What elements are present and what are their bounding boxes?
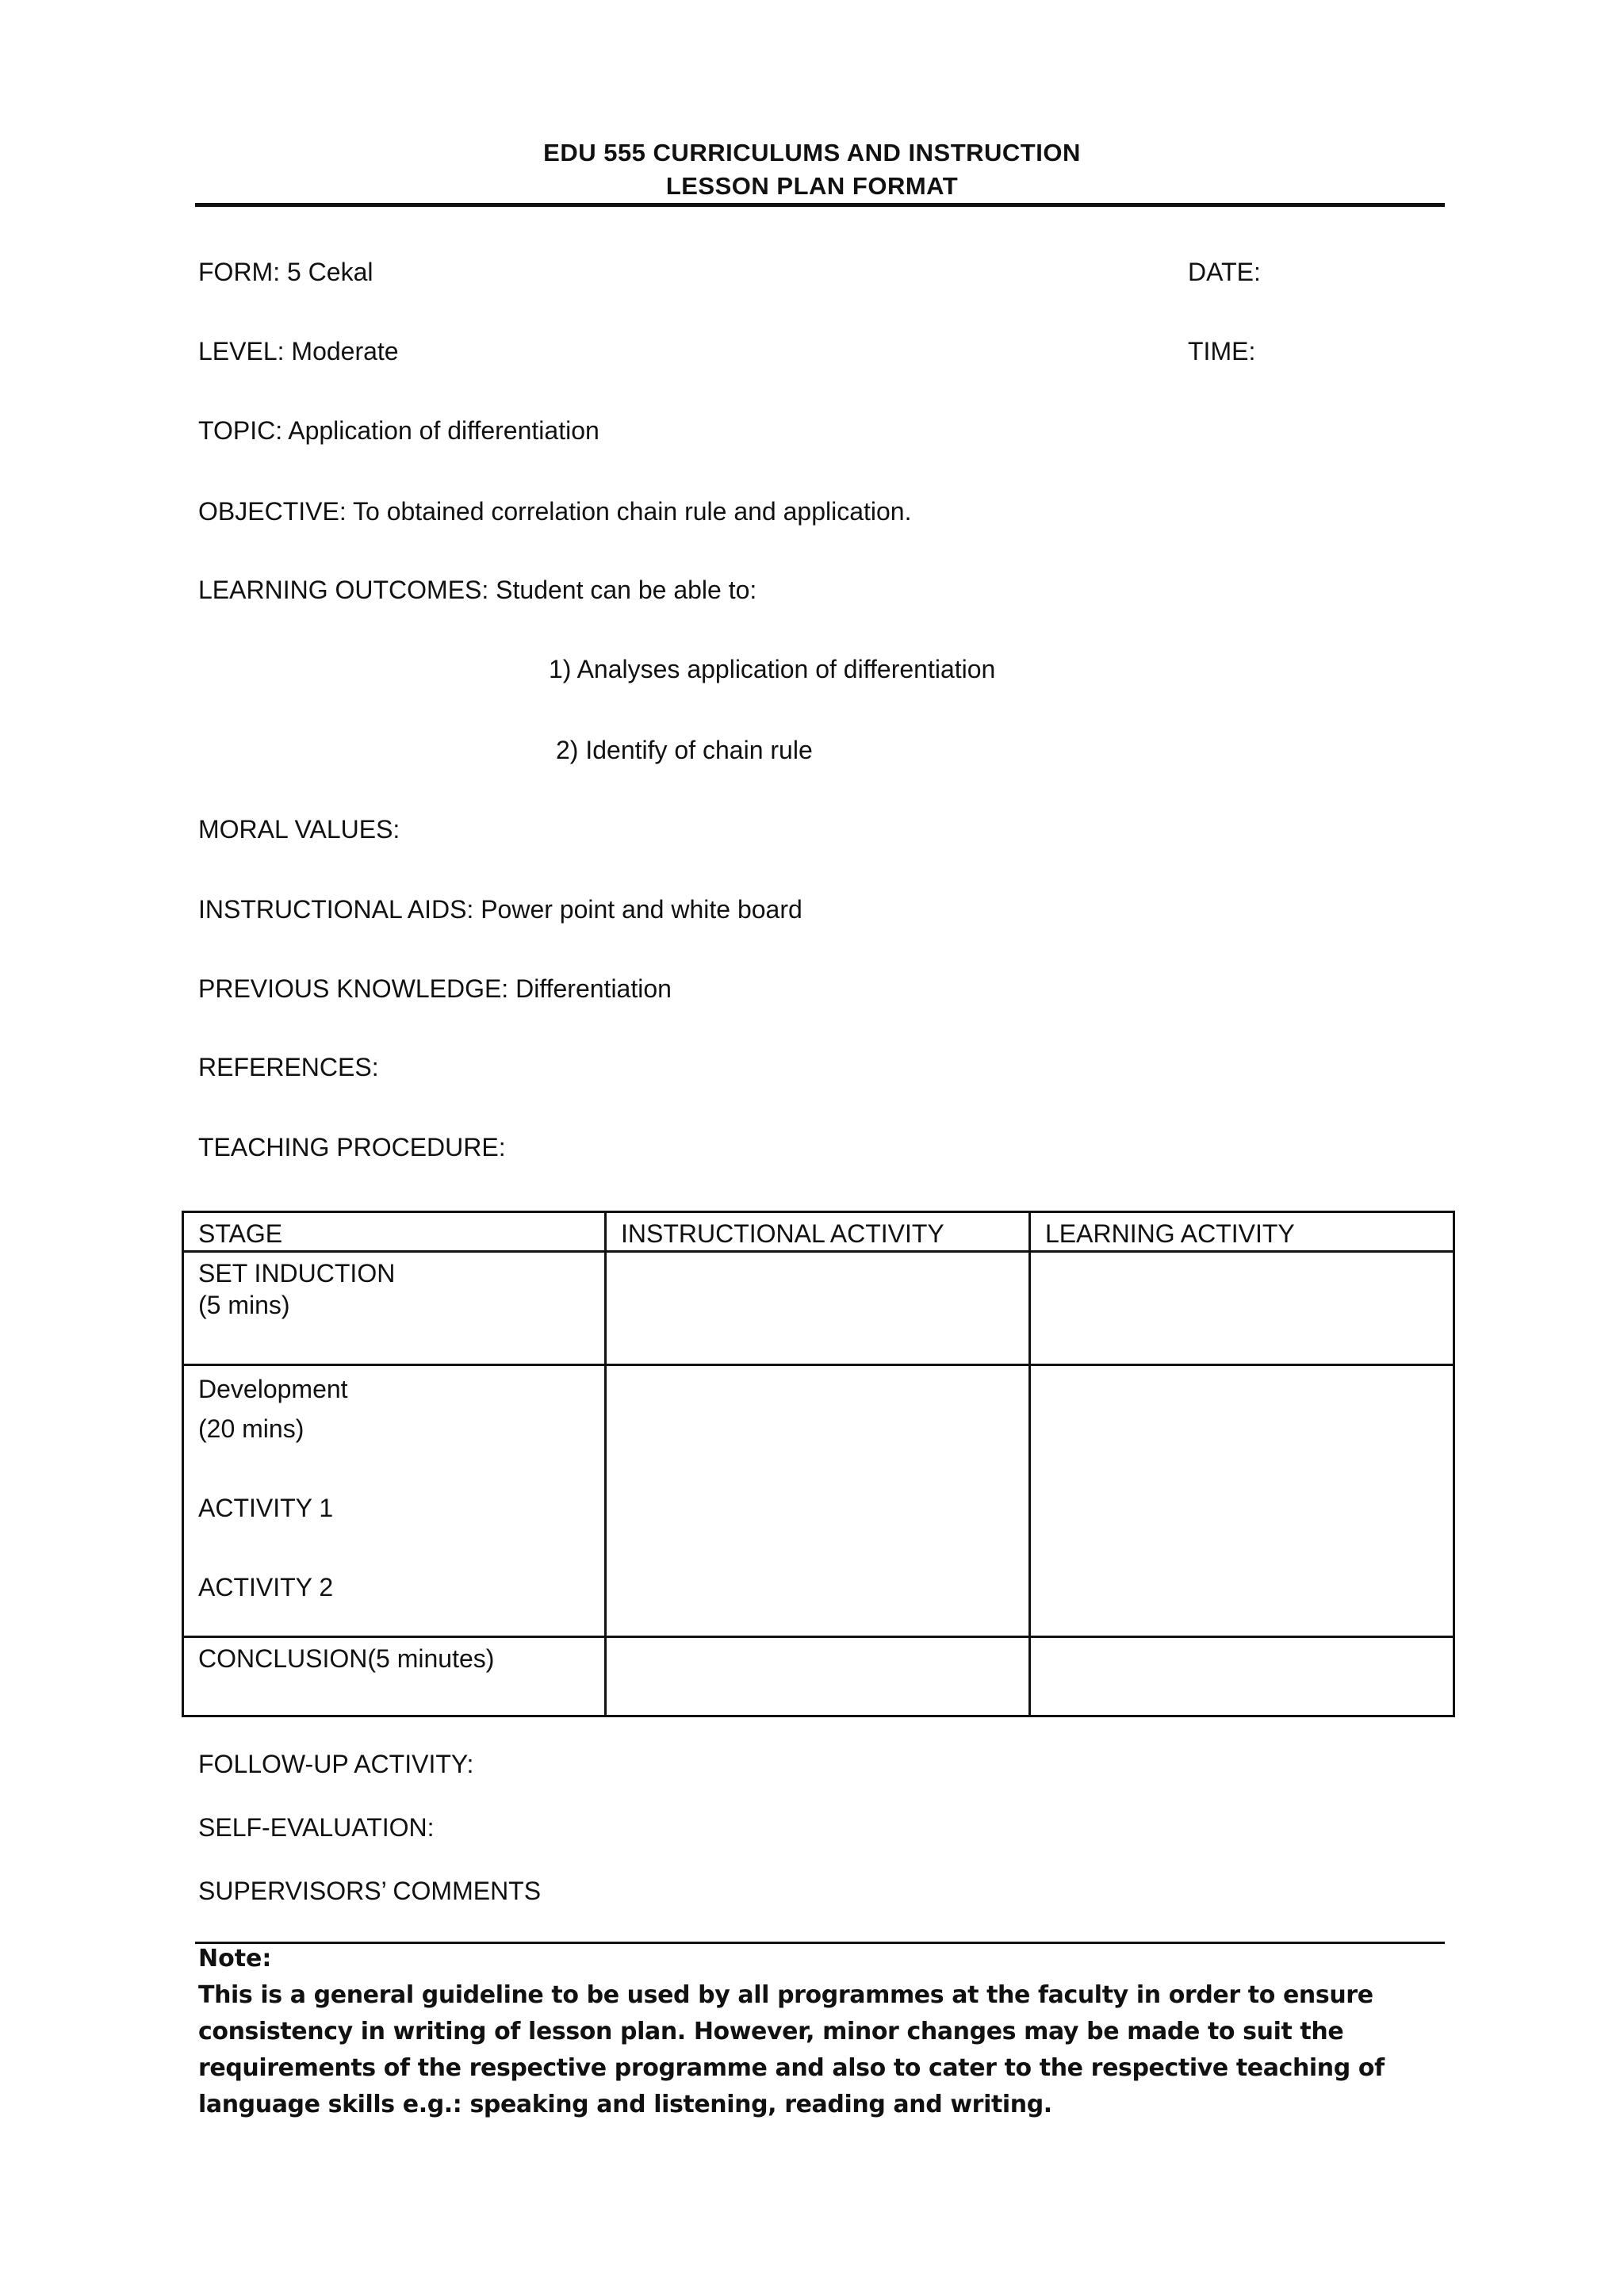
table-row [183,1252,1454,1365]
level-field: LEVEL: Moderate [198,337,399,365]
stage-cell-development: Development (20 mins) ACTIVITY 1 ACTIVITY 2 [183,1365,606,1637]
teaching-procedure-table [182,1211,1455,1717]
date-field: DATE: [1188,258,1261,286]
note-body: This is a general guideline to be used by all programmes at the faculty in order to ensure consistency in writing of lesson plan. However, minor changes may be made to suit the requirements of the respective programme and also to cater to the respective teaching of language skills e.g.: speaking and listening, reading and writing. [198,1981,1385,2118]
note-rule [195,1942,1445,1944]
learning-activity-cell [1030,1365,1454,1637]
instructional-activity-cell [606,1365,1030,1637]
table-row [183,1637,1454,1716]
instructional-activity-cell [606,1252,1030,1365]
learning-outcome-2: 2) Identify of chain rule [556,736,813,764]
document-title: EDU 555 CURRICULUMS AND INSTRUCTION [543,139,1081,166]
supervisors-comments-field: SUPERVISORS’ COMMENTS [198,1877,542,1905]
header-rule [195,203,1445,207]
teaching-procedure-field: TEACHING PROCEDURE: [198,1133,506,1161]
references-field: REFERENCES: [198,1053,379,1081]
instructional-activity-header: INSTRUCTIONAL ACTIVITY [606,1212,1030,1252]
previous-knowledge-field: PREVIOUS KNOWLEDGE: Differentiation [198,974,672,1003]
instructional-activity-cell [606,1637,1030,1716]
learning-outcome-1: 1) Analyses application of differentiation [549,655,996,683]
form-field: FORM: 5 Cekal [198,258,373,286]
table-row [183,1365,1454,1637]
time-field: TIME: [1188,337,1256,365]
note-title: Note: [198,1945,272,1973]
document-subtitle: LESSON PLAN FORMAT [665,172,959,200]
instructional-aids-field: INSTRUCTIONAL AIDS: Power point and white board [198,895,802,924]
learning-activity-header: LEARNING ACTIVITY [1030,1212,1454,1252]
stage-cell-set-induction: SET INDUCTION (5 mins) [183,1252,606,1365]
stage-header: STAGE [183,1212,606,1252]
follow-up-activity-field: FOLLOW-UP ACTIVITY: [198,1750,474,1778]
objective-field: OBJECTIVE: To obtained correlation chain rule and application. [198,497,912,526]
learning-outcomes-field: LEARNING OUTCOMES: Student can be able to: [198,576,757,604]
topic-field: TOPIC: Application of differentiation [198,416,599,445]
self-evaluation-field: SELF-EVALUATION: [198,1813,435,1842]
learning-activity-cell [1030,1252,1454,1365]
table-header-row [183,1212,1454,1252]
moral-values-field: MORAL VALUES: [198,815,400,844]
stage-cell-conclusion: CONCLUSION(5 minutes) [183,1637,606,1716]
learning-activity-cell [1030,1637,1454,1716]
